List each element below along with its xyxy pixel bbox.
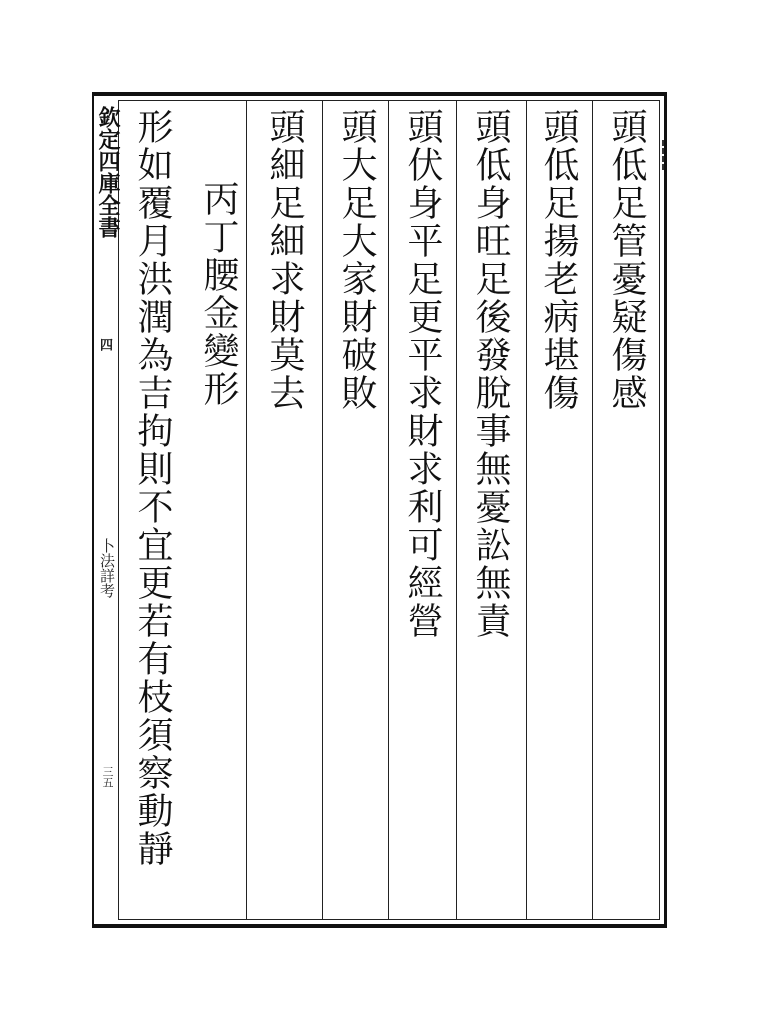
- text-column-3: 頭低身旺足後發脫事無憂訟無責: [470, 108, 511, 640]
- column-rule: [322, 100, 323, 920]
- text-column-1: 頭低足管憂疑傷感: [606, 108, 647, 412]
- text-column-4: 頭伏身平足更平求財求利可經營: [402, 108, 443, 640]
- text-column-5: 頭大足大家財破敗: [336, 108, 377, 412]
- text-column-8: 形如覆月洪潤為吉拘則不宜更若有枝須察動靜: [132, 108, 173, 868]
- book-title: 欽定四庫全書: [95, 106, 120, 238]
- spine-margin: [96, 106, 118, 916]
- page-number: 三五: [101, 766, 114, 788]
- column-rule: [388, 100, 389, 920]
- chapter-title: 卜法詳考: [98, 538, 116, 598]
- text-column-6: 頭細足細求財莫去: [264, 108, 305, 412]
- column-rule: [526, 100, 527, 920]
- column-rule: [592, 100, 593, 920]
- volume-number: 四: [97, 338, 112, 351]
- text-column-2: 頭低足揚老病堪傷: [538, 108, 579, 412]
- text-column-7: 丙丁腰金變形: [198, 180, 239, 408]
- margin-mark: [662, 140, 668, 170]
- column-rule: [246, 100, 247, 920]
- column-rule: [456, 100, 457, 920]
